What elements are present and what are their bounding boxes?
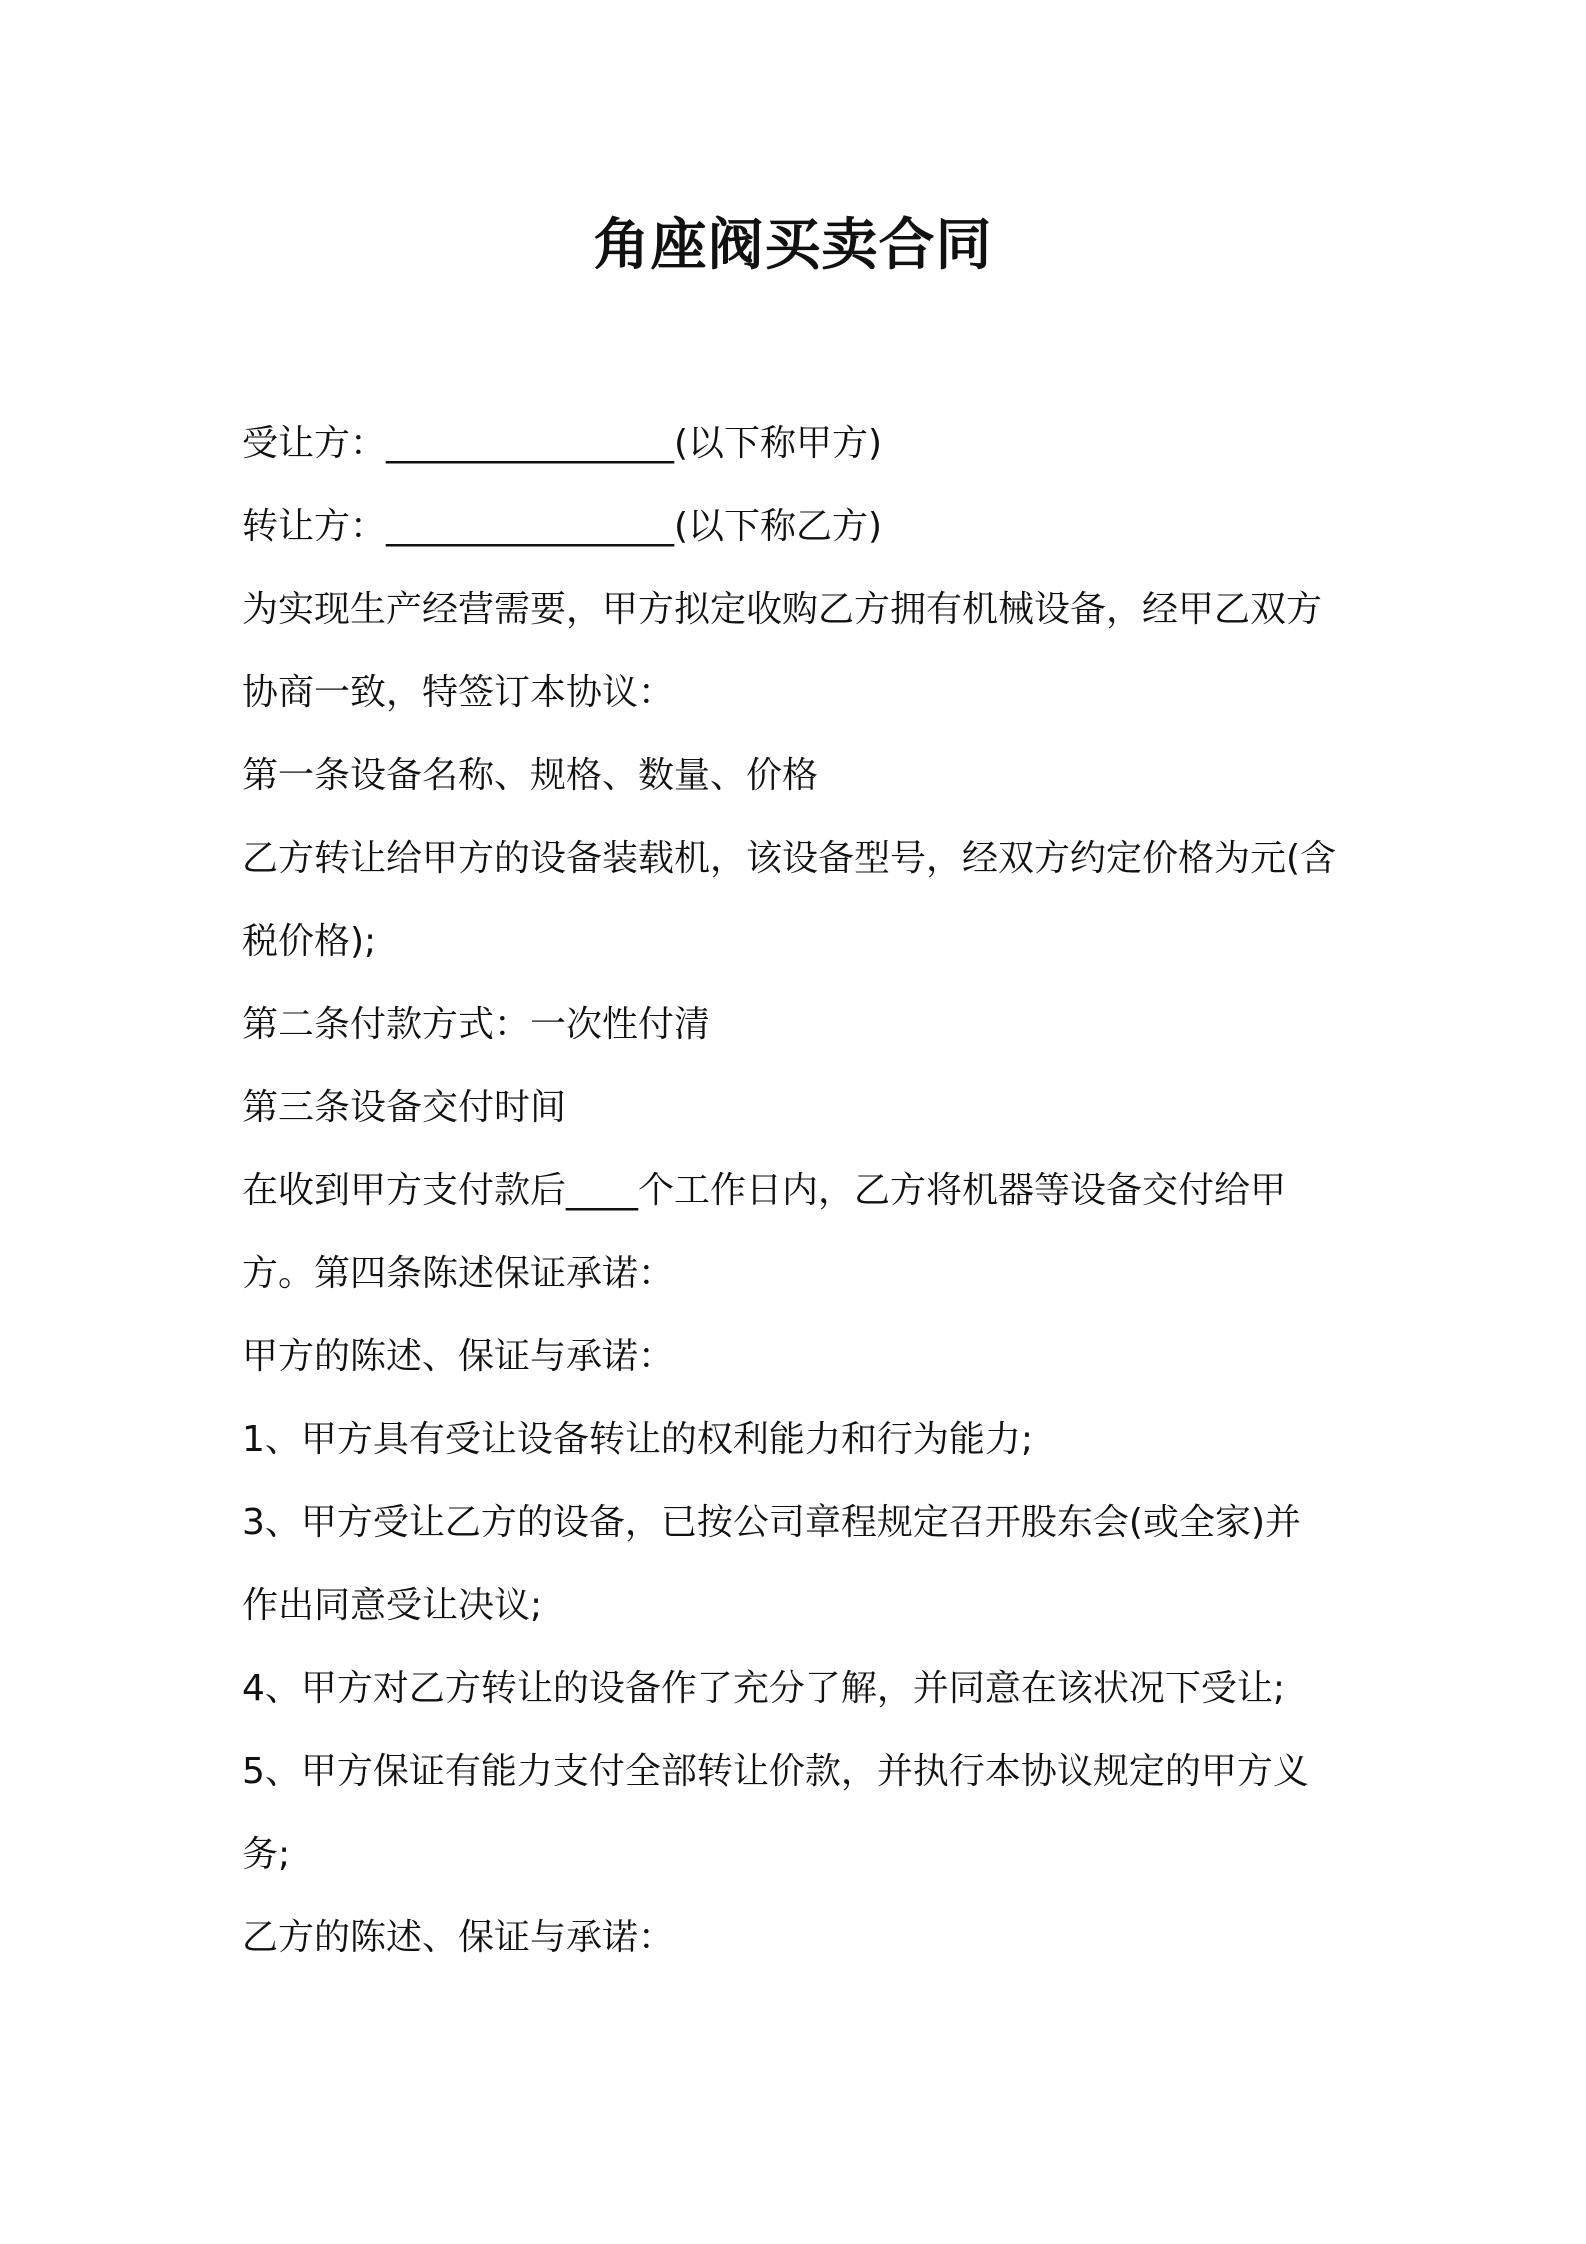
document-body [242, 402, 1362, 1979]
article-heading: 第二条付款方式：一次性付清 [242, 1004, 711, 1045]
preamble-line: 协商一致，特签订本协议： [242, 672, 675, 713]
party-a-line: 受让方：________________(以下称甲方) [242, 423, 883, 464]
list-item-continuation: 作出同意受让决议; [242, 1585, 543, 1626]
list-item: 1、甲方具有受让设备转让的权利能力和行为能力; [242, 1419, 1034, 1460]
article-heading: 第三条设备交付时间 [242, 1087, 567, 1128]
section-heading: 甲方的陈述、保证与承诺： [242, 1336, 675, 1377]
document-title: 角座阀买卖合同 [593, 213, 993, 278]
paragraph-line: 方。第四条陈述保证承诺： [242, 1253, 675, 1294]
list-item: 5、甲方保证有能力支付全部转让价款，并执行本协议规定的甲方义 [242, 1751, 1309, 1792]
list-item: 4、甲方对乙方转让的设备作了充分了解，并同意在该状况下受让; [242, 1668, 1286, 1709]
party-b-line: 转让方：________________(以下称乙方) [242, 506, 883, 547]
list-item-continuation: 务; [242, 1834, 291, 1875]
article-heading: 第一条设备名称、规格、数量、价格 [242, 755, 819, 796]
paragraph-line: 税价格); [242, 921, 377, 962]
section-heading: 乙方的陈述、保证与承诺： [242, 1917, 675, 1958]
paragraph-line: 乙方转让给甲方的设备装载机，该设备型号，经双方约定价格为元(含 [242, 838, 1337, 879]
preamble-line: 为实现生产经营需要，甲方拟定收购乙方拥有机械设备，经甲乙双方 [242, 589, 1323, 630]
list-item: 3、甲方受让乙方的设备，已按公司章程规定召开股东会(或全家)并 [242, 1502, 1301, 1543]
paragraph-line: 在收到甲方支付款后____个工作日内，乙方将机器等设备交付给甲 [242, 1170, 1287, 1211]
